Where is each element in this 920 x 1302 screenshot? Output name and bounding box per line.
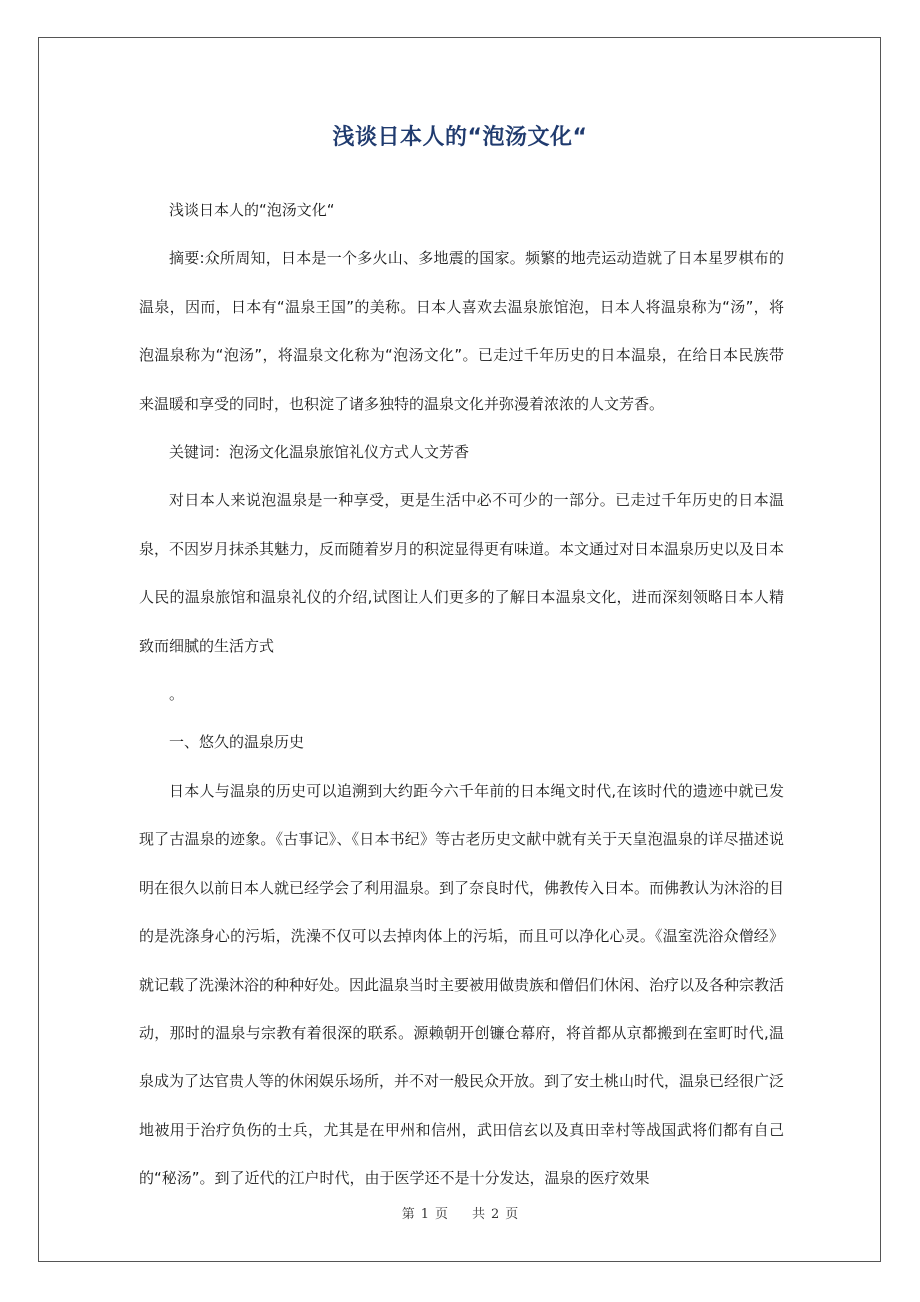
paragraph-period: 。 [169, 685, 185, 704]
total-prefix: 共 [472, 1207, 486, 1222]
paragraph-keywords: 关键词：泡汤文化温泉旅馆礼仪方式人文芳香 [169, 443, 470, 462]
document-title: 浅谈日本人的“泡汤文化“ [332, 125, 588, 150]
page-prefix: 第 [401, 1207, 415, 1222]
page-footer [0, 1205, 920, 1225]
paragraph-subtitle: 浅谈日本人的“泡汤文化“ [169, 201, 335, 219]
paragraph-introduction: 对日本人来说泡温泉是一种享受，更是生活中必不可少的一部分。已走过千年历史的日本温泉，不因岁月抹杀其魅力，反而随着岁月的积淀显得更有味道。本文通过对日本温泉历史以及日本人民的温泉旅馆和温泉礼仪的介绍,试图让人们更多的了解日本温泉文化，进而深刻领略日本人精致而细腻的生活方式 [139, 491, 785, 655]
paragraph-abstract: 摘要:众所周知，日本是一个多火山、多地震的国家。频繁的地壳运动造就了日本星罗棋布的温泉，因而，日本有“温泉王国”的美称。日本人喜欢去温泉旅馆泡，日本人将温泉称为“汤”，将泡温泉称为“泡汤”，将温泉文化称为“泡汤文化”。已走过千年历史的日本温泉，在给日本民族带来温暖和享受的同时，也积淀了诸多独特的温泉文化并弥漫着浓浓的人文芳香。 [139, 249, 784, 413]
total-suffix: 页 [505, 1207, 519, 1222]
total-pages: 2 [491, 1207, 500, 1222]
paragraph-history: 日本人与温泉的历史可以追溯到大约距今六千年前的日本绳文时代,在该时代的遗迹中就已发现了古温泉的迹象。《古事记》、《日本书纪》等古老历史文献中就有关于天皇泡温泉的详尽描述说明在很久以前日本人就已经学会了利用温泉。到了奈良时代，佛教传入日本。而佛教认为沐浴的目的是洗涤身心的污垢，洗澡不仅可以去掉肉体上的污垢，而且可以净化心灵。《温室洗浴众僧经》就记载了洗澡沐浴的种种好处。因此温泉当时主要被用做贵族和僧侣们休闲、治疗以及各种宗教活动，那时的温泉与宗教有着很深的联系。源赖朝开创镰仓幕府，将首都从京都搬到在室町时代,温泉成为了达官贵人等的休闲娱乐场所，并不对一般民众开放。到了安土桃山时代，温泉已经很广泛地被用于治疗负伤的士兵，尤其是在甲州和信州，武田信玄以及真田幸村等战国武将们都有自己的“秘汤”。到了近代的江户时代，由于医学还不是十分发达，温泉的医疗效果 [139, 781, 785, 1188]
page-number: 1 [420, 1207, 429, 1222]
document-body [139, 186, 784, 1203]
section-heading-history: 一、悠久的温泉历史 [169, 733, 305, 752]
page-suffix: 页 [434, 1207, 448, 1222]
